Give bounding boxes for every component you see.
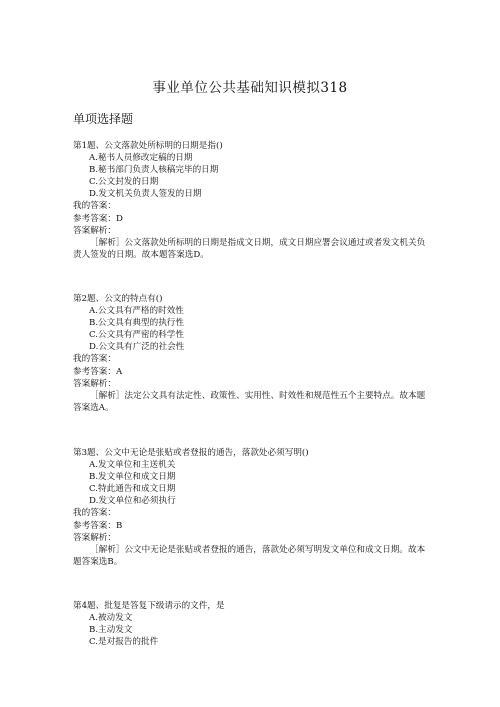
option-b: B.秘书部门负责人核稿完毕的日期 — [89, 165, 219, 176]
question-3 — [73, 447, 433, 568]
analysis-label: 答案解析： — [73, 225, 116, 236]
my-answer-label: 我的答案： — [73, 508, 116, 519]
option-c: C.公文具有严密的科学性 — [89, 330, 184, 341]
option-c: C.是对报告的批件 — [89, 637, 159, 648]
page-title: 事业单位公共基础知识模拟318 — [152, 80, 348, 96]
question-stem: 第4题、批复是答复下级请示的文件，是 — [73, 601, 225, 611]
option-a: A.公文具有严格的时效性 — [89, 306, 184, 317]
question-2 — [73, 293, 433, 414]
question-stem: 第2题、公文的特点有() — [73, 294, 163, 304]
option-b: B.发文单位和成文日期 — [89, 472, 176, 483]
option-c: C.特此通告和成文日期 — [89, 484, 176, 495]
section-title: 单项选择题 — [73, 112, 134, 126]
analysis-label: 答案解析： — [73, 532, 116, 543]
question-stem: 第3题、公文中无论是张贴或者登报的通告，落款处必须写明() — [73, 448, 309, 458]
reference-answer: 参考答案：D — [73, 213, 123, 224]
analysis-text: ［解析］法定公文具有法定性、政策性、实用性、时效性和规范性五个主要特点。故本题答案选A。 — [73, 390, 426, 413]
option-d: D.发文单位和必须执行 — [89, 496, 176, 507]
analysis-text: ［解析］公文中无论是张贴或者登报的通告，落款处必须写明发文单位和成文日期。故本题答案选B。 — [73, 544, 426, 567]
question-stem: 第1题、公文落款处所标明的日期是指() — [73, 141, 223, 151]
reference-answer: 参考答案：B — [73, 520, 123, 531]
analysis-label: 答案解析： — [73, 378, 116, 389]
question-1 — [73, 140, 433, 261]
question-4 — [73, 600, 433, 648]
option-b: B.主动发文 — [89, 625, 133, 636]
analysis-text: ［解析］公文落款处所标明的日期是指成文日期，成文日期应署会议通过或者发文机关负责人签发的日期。故本题答案选D。 — [73, 237, 426, 260]
option-d: D.公文具有广泛的社会性 — [89, 342, 185, 353]
option-c: C.公文封发的日期 — [89, 177, 159, 188]
option-b: B.公文具有典型的执行性 — [89, 318, 184, 329]
option-a: A.被动发文 — [89, 613, 133, 624]
option-a: A.发文单位和主送机关 — [89, 460, 176, 471]
my-answer-label: 我的答案： — [73, 201, 116, 212]
option-d: D.发文机关负责人签发的日期 — [89, 189, 202, 200]
my-answer-label: 我的答案： — [73, 354, 116, 365]
option-a: A.秘书人员修改定稿的日期 — [89, 153, 193, 164]
reference-answer: 参考答案：A — [73, 366, 123, 377]
